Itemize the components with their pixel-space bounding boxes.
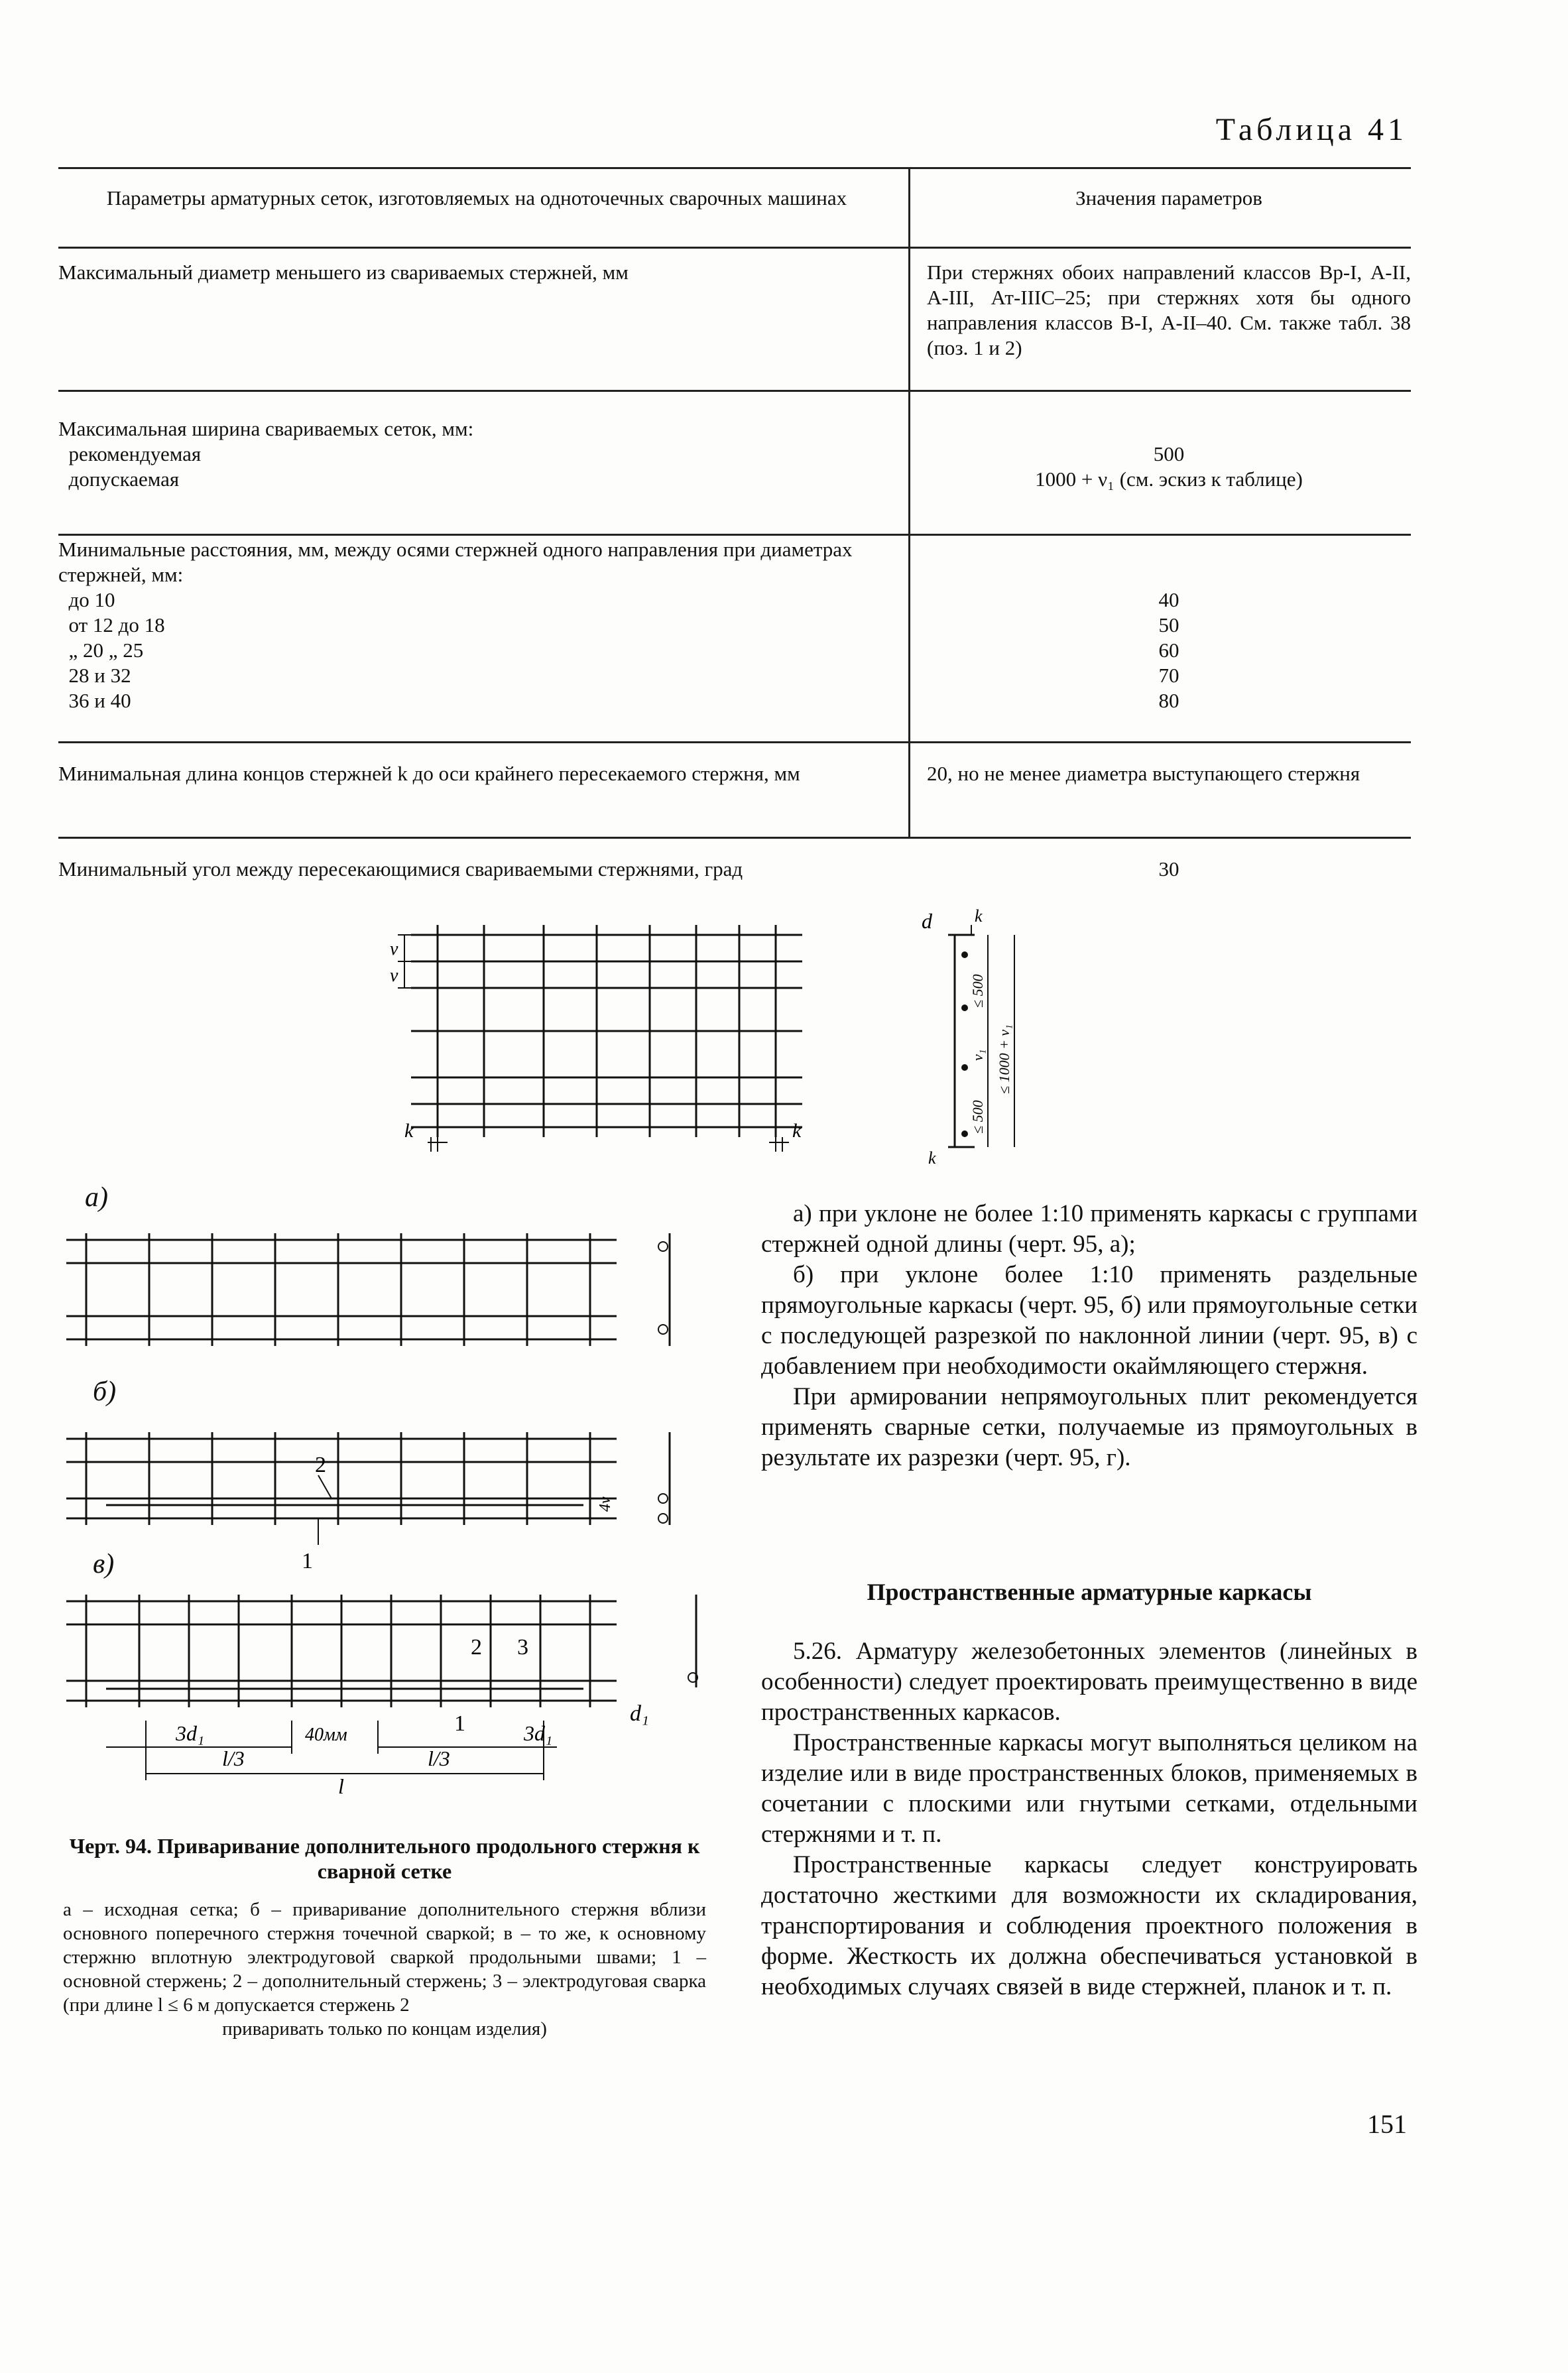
dim-3d1: 3d₁	[524, 1721, 553, 1745]
dim-l3: l/3	[222, 1746, 245, 1770]
label-2: 2	[315, 1453, 326, 1477]
k-label: k	[975, 906, 983, 926]
figure-b-mesh	[66, 1426, 696, 1573]
figure-a-mesh	[66, 1227, 696, 1359]
nu1-label: ν₁	[969, 1049, 986, 1061]
table-row-rule	[58, 741, 1411, 743]
param-line: Минимальные расстояния, мм, между осями стержней одного направления при диаметрах стержней, мм:	[58, 538, 853, 586]
value-line: 40	[1158, 588, 1179, 611]
table-header-param: Параметры арматурных сеток, изготовляемых на одноточечных сварочных машинах	[106, 186, 847, 210]
k-label: k	[928, 1148, 936, 1168]
table-row-5-param: Минимальный угол между пересекающимися свариваемыми стержнями, град	[58, 857, 743, 881]
figure-title: Приваривание дополнительного продольного стержня к сварной сетке	[156, 1834, 700, 1883]
figure-c-mesh	[66, 1588, 696, 1800]
paragraph-rigidity: Пространственные каркасы следует конструировать достаточно жесткими для возможности их складирования, транспортирования и соблюдения проектного положения в форме. Жесткость их должна обеспечиваться установкой в необходимых случаях связей в виде стержней, планок и т. п.	[761, 1851, 1417, 2000]
table-row-1-value: При стержнях обоих направлений классов Вр-I, А-II, А-III, Ат-IIIС–25; при стержнях хотя бы одного направления классов В-I, А-II–40. См. также табл. 38 (поз. 1 и 2)	[927, 261, 1411, 359]
param-line: Максимальная ширина свариваемых сеток, мм:	[58, 417, 474, 440]
value-line: 50	[1158, 613, 1179, 637]
le500-label: ≤ 500	[969, 1100, 986, 1134]
table-row-3-param	[58, 537, 895, 713]
param-line: 36 и 40	[58, 689, 131, 712]
d-label: d	[922, 909, 932, 933]
table-row-2-value	[927, 416, 1411, 492]
table-row-2-param	[58, 416, 895, 492]
table-header-rule	[58, 247, 1411, 249]
table-top-rule	[58, 167, 1411, 169]
paragraph-blocks: Пространственные каркасы могут выполняться целиком на изделие или в виде пространственных блоков, применяемых в сочетании с плоскими или гнутыми сетками, отдельными стержнями и т. п.	[761, 1729, 1417, 1848]
caption-body: а – исходная сетка; б – приваривание дополнительного стержня вблизи основного поперечного стержня точечной сваркой; в – то же, к основному стержню вплотную электродуговой сваркой продольными швами; 1 – основной стержень; 2 – дополнительный стержень; 3 – электродуговая сварка (при длине l ≤ 6 м допускается стержень 2	[63, 1899, 706, 2016]
fig-label-c: в)	[93, 1549, 115, 1579]
figure-caption-text	[63, 1898, 706, 2041]
mesh-sketch	[371, 912, 835, 1164]
table-row-3-value	[927, 587, 1411, 713]
label-1: 1	[302, 1549, 313, 1573]
le500-label: ≤ 500	[969, 974, 986, 1008]
le1000-label: ≤ 1000 + ν₁	[996, 1024, 1012, 1094]
value-line	[927, 416, 1411, 442]
body-text-bottom	[761, 1636, 1417, 2002]
section-heading: Пространственные арматурные каркасы	[867, 1579, 1312, 1605]
dim-3d1: 3d₁	[176, 1721, 205, 1745]
dim-l3: l/3	[428, 1746, 450, 1770]
fig-label-a: а)	[85, 1182, 108, 1213]
label-2: 2	[471, 1635, 482, 1660]
param-line: от 12 до 18	[58, 613, 165, 637]
value-line: 500	[1153, 442, 1185, 465]
param-line: до 10	[58, 588, 115, 611]
table-row-5-value: 30	[1158, 857, 1179, 881]
value-line: 70	[1158, 664, 1179, 687]
param-line: „ 20 „ 25	[58, 639, 144, 662]
fig-label-b: б)	[93, 1376, 117, 1407]
nu-label: ν	[390, 939, 398, 959]
dim-4nu: 4ν	[597, 1496, 614, 1512]
page-number: 151	[1367, 2109, 1407, 2139]
caption-end: приваривать только по концам изделия)	[222, 2018, 547, 2039]
body-text-top	[761, 1199, 1417, 1473]
dim-40mm: 40мм	[305, 1725, 347, 1745]
paragraph-a: а) при уклоне не более 1:10 применять каркасы с группами стержней одной длины (черт. 95, а);	[761, 1200, 1417, 1258]
figure-caption-title	[63, 1833, 706, 1884]
table-column-divider	[908, 167, 910, 837]
param-line: 28 и 32	[58, 664, 131, 687]
d1-label: d₁	[630, 1701, 649, 1726]
value-line: 80	[1158, 689, 1179, 712]
dim-l: l	[338, 1774, 344, 1798]
table-row-4-value: 20, но не менее диаметра выступающего стержня	[927, 762, 1360, 785]
paragraph-b: б) при уклоне более 1:10 применять раздельные прямоугольные каркасы (черт. 95, б) или прямоугольные сетки с последующей разрезкой по наклонной линии (черт. 95, в) с добавлением при необходимости окаймляющего стержня.	[761, 1261, 1417, 1380]
table-caption: Таблица 41	[1215, 112, 1408, 147]
param-line: рекомендуемая	[58, 442, 202, 465]
table-row-rule	[58, 390, 1411, 392]
label-1: 1	[454, 1711, 465, 1736]
paragraph-5-26: 5.26. Арматуру железобетонных элементов (линейных в особенности) следует проектировать преимущественно в виде пространственных каркасов.	[761, 1638, 1417, 1726]
paragraph-nonrect: При армировании непрямоугольных плит рекомендуется применять сварные сетки, получаемые из прямоугольных в результате их разрезки (черт. 95, г).	[761, 1383, 1417, 1471]
k-label: k	[792, 1120, 802, 1142]
section-sketch	[908, 902, 1074, 1167]
k-label: k	[404, 1120, 414, 1142]
figure-number: Черт. 94.	[69, 1834, 152, 1858]
label-3: 3	[517, 1635, 528, 1660]
table-row-rule	[58, 837, 1411, 839]
value-line: 60	[1158, 639, 1179, 662]
table-header-value: Значения параметров	[1075, 186, 1262, 210]
param-line: допускаемая	[58, 467, 180, 491]
table-row-4-param: Минимальная длина концов стержней k до оси крайнего пересекаемого стержня, мм	[58, 762, 800, 785]
table-row-1-param: Максимальный диаметр меньшего из свариваемых стержней, мм	[58, 261, 629, 284]
table-row-rule	[58, 534, 1411, 536]
value-line: 1000 + ν₁ (см. эскиз к таблице)	[1035, 467, 1303, 491]
nu-label: ν	[390, 965, 398, 986]
